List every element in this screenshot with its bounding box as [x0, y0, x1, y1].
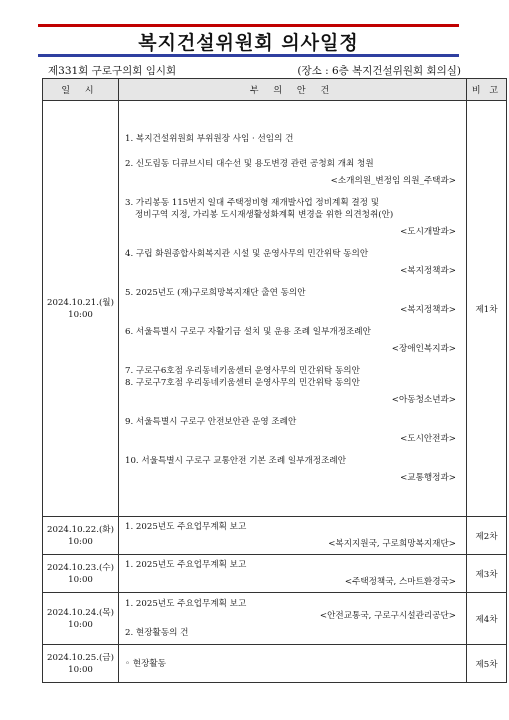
department-label: <아동청소년과> [391, 395, 456, 405]
meeting-time: 10:00 [68, 536, 93, 547]
department-label: <복지정책과> [400, 266, 456, 276]
agenda-item: 3. 가리봉동 115번지 일대 주택정비형 재개발사업 정비계획 결정 및 [125, 198, 379, 208]
agenda-item: 10. 서울특별시 구로구 교통안전 기본 조례 일부개정조례안 [125, 456, 346, 466]
date-cell [43, 593, 119, 645]
department-label: <교통행정과> [400, 473, 456, 483]
agenda-item: ◦ 현장활동 [125, 658, 167, 669]
page-title: 복지건설위원회 의사일정 [138, 32, 359, 54]
agenda-cell [119, 101, 467, 517]
agenda-item: 5. 2025년도 (재)구로희망복지재단 출연 동의안 [125, 288, 306, 298]
agenda-item: 2. 현장활동의 건 [125, 628, 189, 638]
venue: (장소 : 6층 복지건설위원회 회의실) [297, 65, 461, 77]
department-label: <복지정책과> [400, 305, 456, 315]
agenda-item-continued: 정비구역 지정, 가리봉 도시재생활성화계획 변경을 위한 의견청취(안) [135, 210, 394, 220]
header-agenda: 부 의 안 건 [119, 79, 467, 101]
meeting-date: 2024.10.25.(금) [47, 652, 114, 663]
note-cell: 제2차 [467, 517, 507, 555]
date-cell [43, 645, 119, 683]
agenda-cell [119, 555, 467, 593]
department-label: <복지지원국, 구로희망복지재단> [328, 539, 456, 549]
agenda-table [42, 78, 507, 683]
table-row [43, 645, 507, 683]
department-label: <주택정책국, 스마트환경국> [344, 577, 456, 587]
date-cell [43, 517, 119, 555]
department-label: <도시개발과> [400, 227, 456, 237]
department-label: <장애인복지과> [391, 344, 456, 354]
table-row [43, 101, 507, 517]
meeting-date: 2024.10.23.(수) [47, 562, 114, 573]
agenda-item: 1. 복지건설위원회 부위원장 사임 · 선임의 건 [125, 134, 294, 144]
department-label: <도시안전과> [400, 434, 456, 444]
agenda-cell [119, 517, 467, 555]
agenda-item: 1. 2025년도 주요업무계획 보고 [125, 522, 247, 532]
agenda-cell [119, 593, 467, 645]
table-row [43, 517, 507, 555]
agenda-item: 7. 구로구6호점 우리동네키움센터 운영사무의 민간위탁 동의안 [125, 366, 360, 376]
table-row [43, 593, 507, 645]
meeting-time: 10:00 [68, 309, 93, 320]
agenda-item: 4. 구립 화원종합사회복지관 시설 및 운영사무의 민간위탁 동의안 [125, 249, 369, 259]
note-cell: 제4차 [467, 593, 507, 645]
department-label: <소개의원_변정임 의원_주택과> [330, 176, 456, 186]
table-row [43, 555, 507, 593]
header-note: 비 고 [467, 79, 507, 101]
meeting-time: 10:00 [68, 664, 93, 675]
meeting-time: 10:00 [68, 619, 93, 630]
session-name: 제331회 구로구의회 임시회 [48, 65, 177, 77]
meeting-date: 2024.10.21.(월) [47, 297, 114, 308]
date-cell [43, 101, 119, 517]
agenda-item: 9. 서울특별시 구로구 안전보안관 운영 조례안 [125, 417, 297, 427]
meeting-time: 10:00 [68, 574, 93, 585]
meeting-date: 2024.10.24.(목) [47, 607, 114, 618]
title-rule-top [38, 24, 459, 27]
agenda-item: 1. 2025년도 주요업무계획 보고 [125, 599, 247, 609]
header-date: 일 시 [43, 79, 119, 101]
table-header-row [43, 79, 507, 101]
meeting-date: 2024.10.22.(화) [47, 524, 114, 535]
date-cell [43, 555, 119, 593]
agenda-item: 2. 신도림동 디큐브시티 대수선 및 용도변경 관련 공청회 개최 청원 [125, 159, 374, 169]
agenda-item: 6. 서울특별시 구로구 자활기금 설치 및 운용 조례 일부개정조례안 [125, 327, 371, 337]
title-rule-bottom [38, 54, 459, 57]
agenda-item: 8. 구로구7호점 우리동네키움센터 운영사무의 민간위탁 동의안 [125, 378, 360, 388]
agenda-cell [119, 645, 467, 683]
note-cell: 제1차 [467, 101, 507, 517]
department-label: <안전교통국, 구로구시설관리공단> [319, 611, 456, 621]
note-cell: 제3차 [467, 555, 507, 593]
note-cell: 제5차 [467, 645, 507, 683]
agenda-item: 1. 2025년도 주요업무계획 보고 [125, 560, 247, 570]
